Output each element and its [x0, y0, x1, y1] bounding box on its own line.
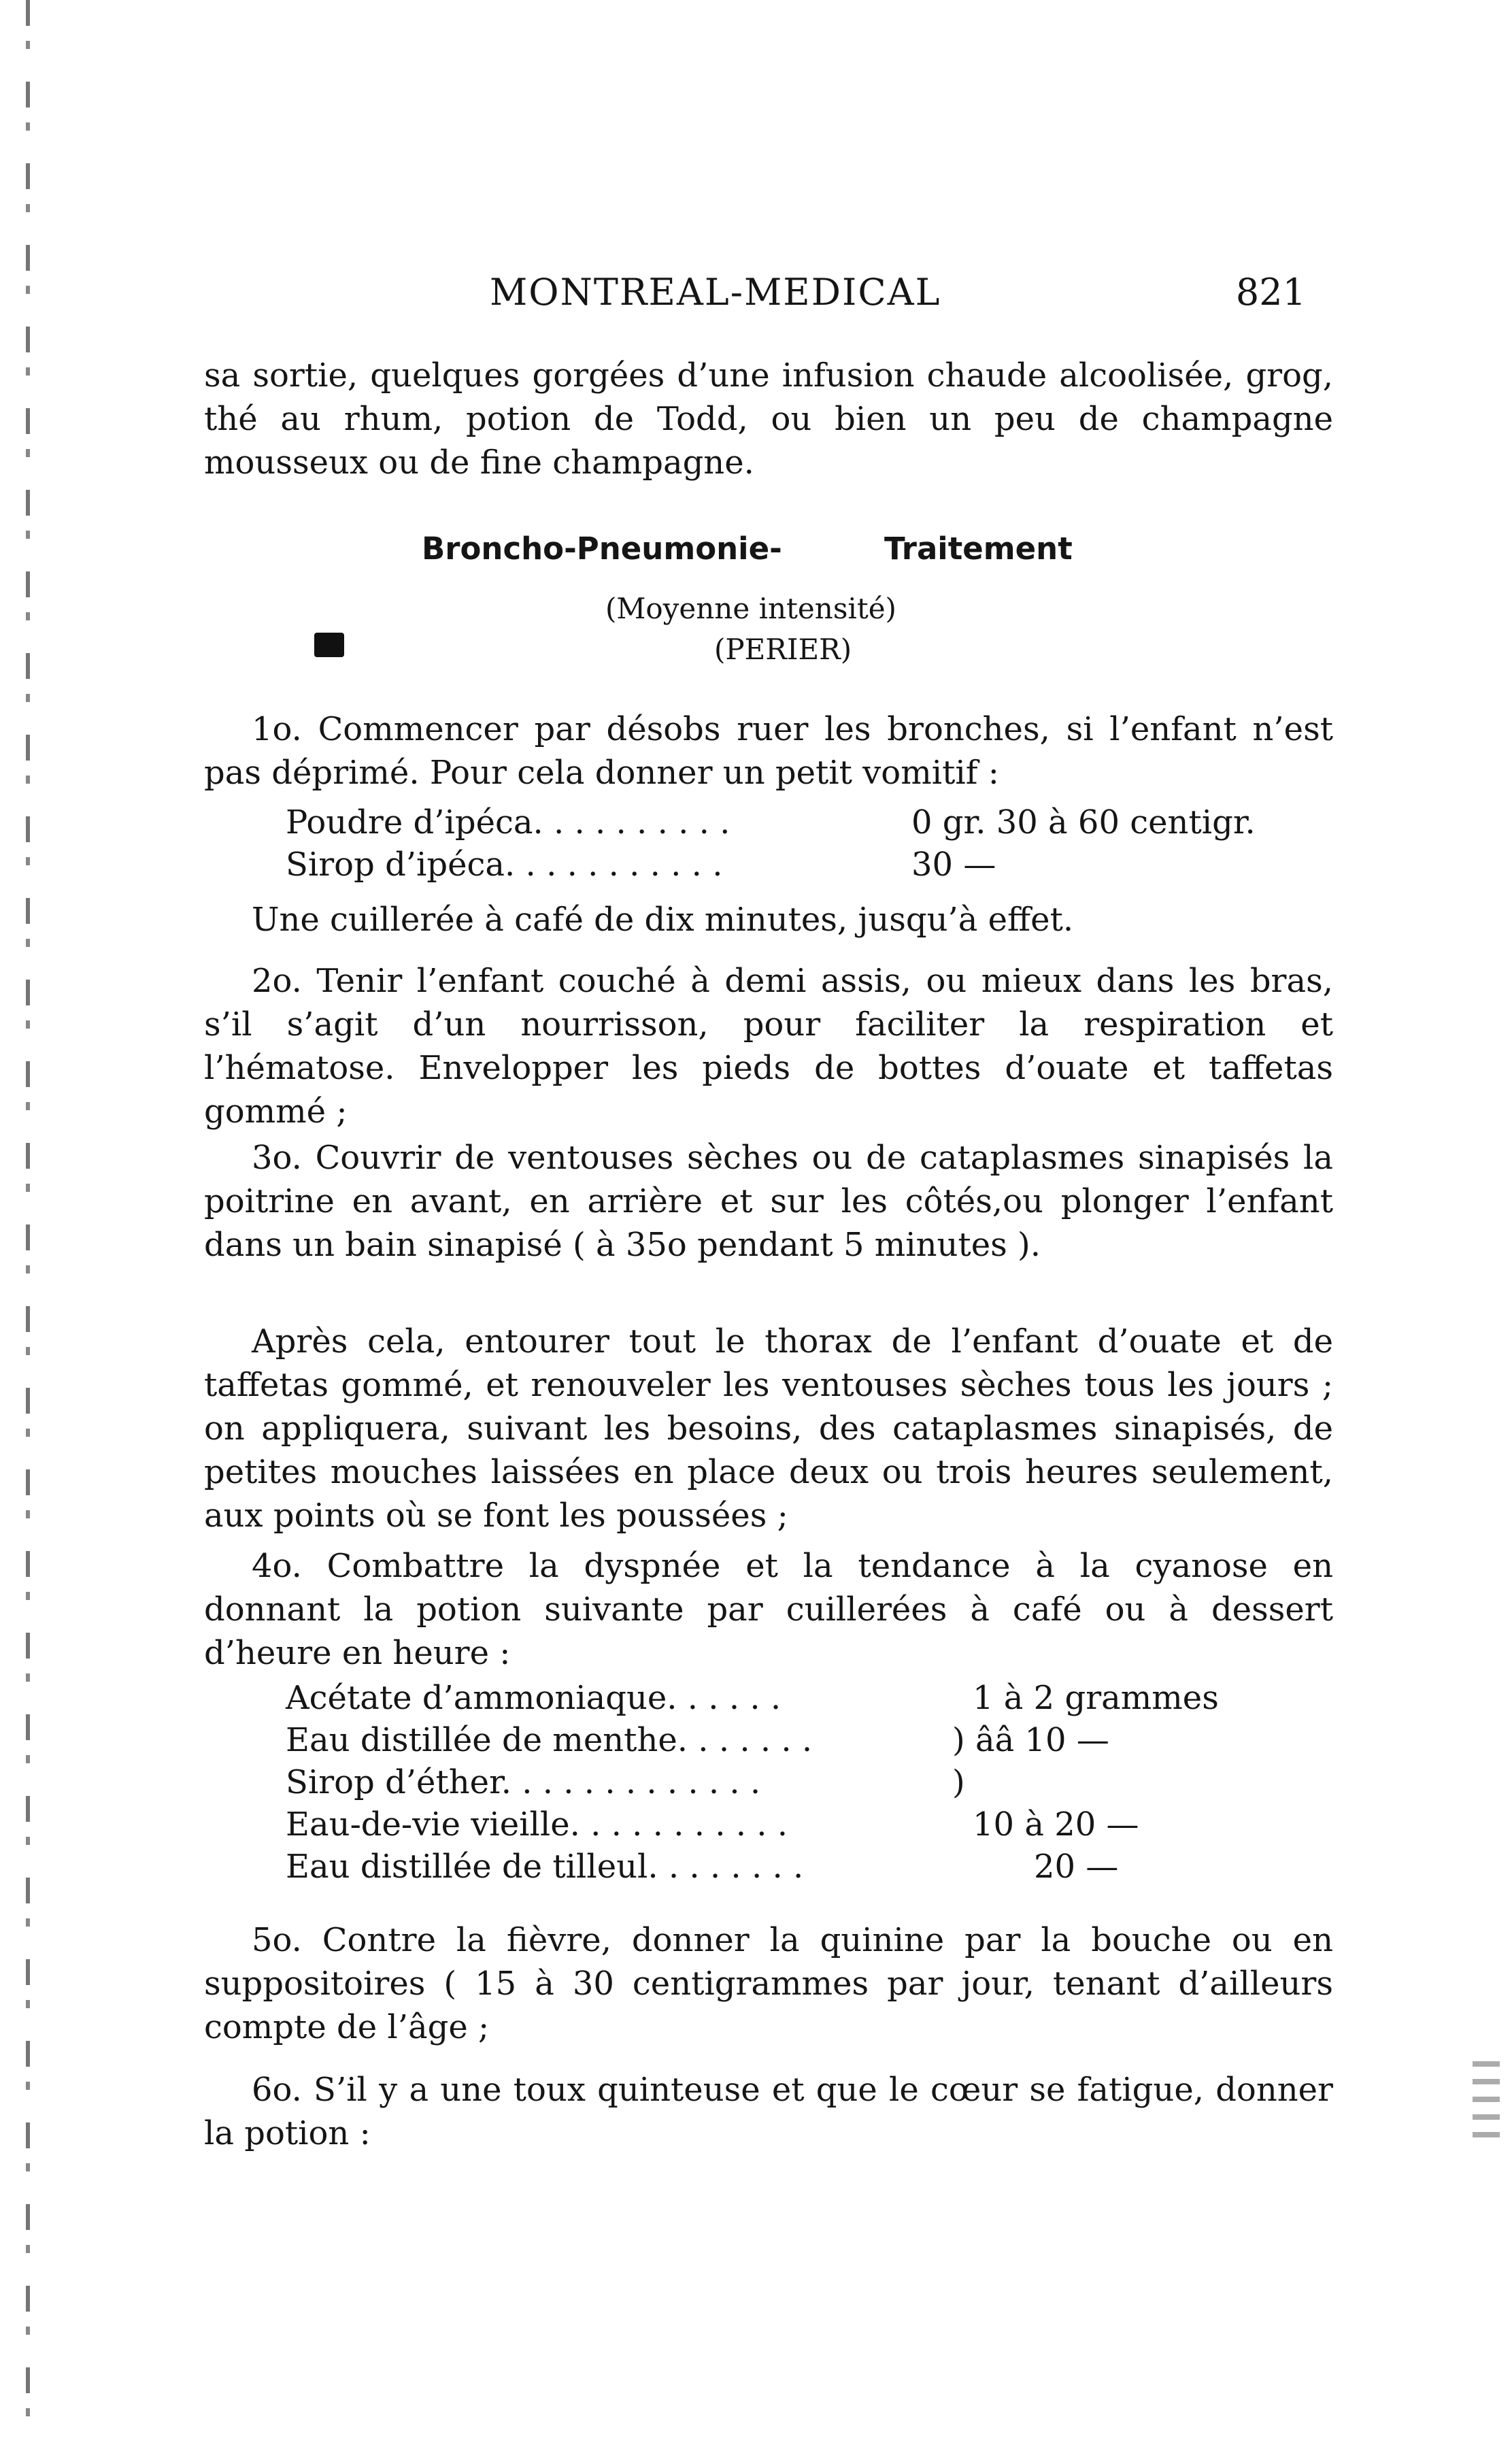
paragraph-1: 1o. Commencer par désobs ruer les bronches, si l’enfant n’est pas déprimé. Pour cela donner un petit vomitif :: [204, 710, 1333, 792]
prescription-row: [286, 1846, 1292, 1888]
drug-name: Poudre d’ipéca. . . . . . . . . .: [286, 803, 730, 842]
paragraph-1b: Une cuillerée à café de dix minutes, jusqu’à effet.: [252, 901, 1074, 939]
drug-amount: 30 —: [911, 846, 996, 884]
subheading-intensity: (Moyenne intensité): [605, 592, 896, 625]
drug-name: Eau-de-vie vieille. . . . . . . . . . .: [286, 1805, 788, 1844]
drug-amount: 0 gr. 30 à 60 centigr.: [911, 803, 1256, 842]
drug-name: Acétate d’ammoniaque. . . . . .: [286, 1679, 782, 1717]
paragraph-5: 5o. Contre la fièvre, donner la quinine par la bouche ou en suppositoires ( 15 à 30 centigrammes par jour, tenant d’ailleurs compte de l’âge ;: [204, 1921, 1333, 2046]
drug-amount: 20 —: [1034, 1848, 1119, 1886]
page-number: 821: [1235, 271, 1306, 314]
prescription-2: [286, 1677, 1292, 1888]
running-header: [490, 271, 1306, 318]
running-title: MONTREAL-MEDICAL: [490, 271, 941, 314]
prescription-row: [286, 844, 1292, 886]
drug-name: Sirop d’ipéca. . . . . . . . . . .: [286, 846, 723, 884]
paragraph-4: 4o. Combattre la dyspnée et la tendance à la cyanose en donnant la potion suivante par cuillerées à café ou à dessert d’heure en heure :: [204, 1547, 1333, 1672]
drug-name: Eau distillée de tilleul. . . . . . . .: [286, 1848, 804, 1886]
drug-amount: 10 à 20 —: [973, 1805, 1139, 1844]
prescription-row: [286, 1719, 1292, 1761]
prescription-row: [286, 1761, 1292, 1803]
prescription-row: [286, 1677, 1292, 1719]
printer-mark-icon: [314, 633, 344, 657]
intro-paragraph: sa sortie, quelques gorgées d’une infusion chaude alcoolisée, grog, thé au rhum, potion de Todd, ou bien un peu de champagne mousseux ou de fine champagne.: [204, 356, 1333, 482]
heading-right: Traitement: [884, 531, 1073, 567]
drug-amount: ) ââ 10 —: [952, 1721, 1109, 1759]
drug-amount: 1 à 2 grammes: [973, 1679, 1219, 1717]
right-margin-marks: [1473, 2061, 1500, 2143]
paragraph-3b: Après cela, entourer tout le thorax de l’enfant d’ouate et de taffetas gommé, et renouveler les ventouses sèches tous les jours ; on appliquera, suivant les besoins, des cataplasmes sinapisés, de petites mouches laissées en place deux ou trois heures seulement, aux points où se font les poussées ;: [204, 1322, 1333, 1535]
page-edge-decoration: [26, 0, 30, 2449]
subheading-author: (PERIER): [714, 633, 852, 666]
heading-left: Broncho-Pneumonie-: [422, 531, 782, 567]
drug-name: Eau distillée de menthe. . . . . . .: [286, 1721, 813, 1759]
prescription-1: [286, 801, 1292, 886]
prescription-row: [286, 801, 1292, 844]
prescription-row: [286, 1803, 1292, 1846]
paragraph-6: 6o. S’il y a une toux quinteuse et que le cœur se fatigue, donner la potion :: [204, 2071, 1333, 2152]
drug-amount: ): [952, 1763, 965, 1801]
paragraph-3: 3o. Couvrir de ventouses sèches ou de cataplasmes sinapisés la poitrine en avant, en arrière et sur les côtés,ou plonger l’enfant dans un bain sinapisé ( à 35o pendant 5 minutes ).: [204, 1139, 1333, 1264]
drug-name: Sirop d’éther. . . . . . . . . . . . .: [286, 1763, 761, 1801]
paragraph-2: 2o. Tenir l’enfant couché à demi assis, ou mieux dans les bras, s’il s’agit d’un nourrisson, pour faciliter la respiration et l’hématose. Envelopper les pieds de bottes d’ouate et taffetas gommé ;: [204, 962, 1333, 1131]
